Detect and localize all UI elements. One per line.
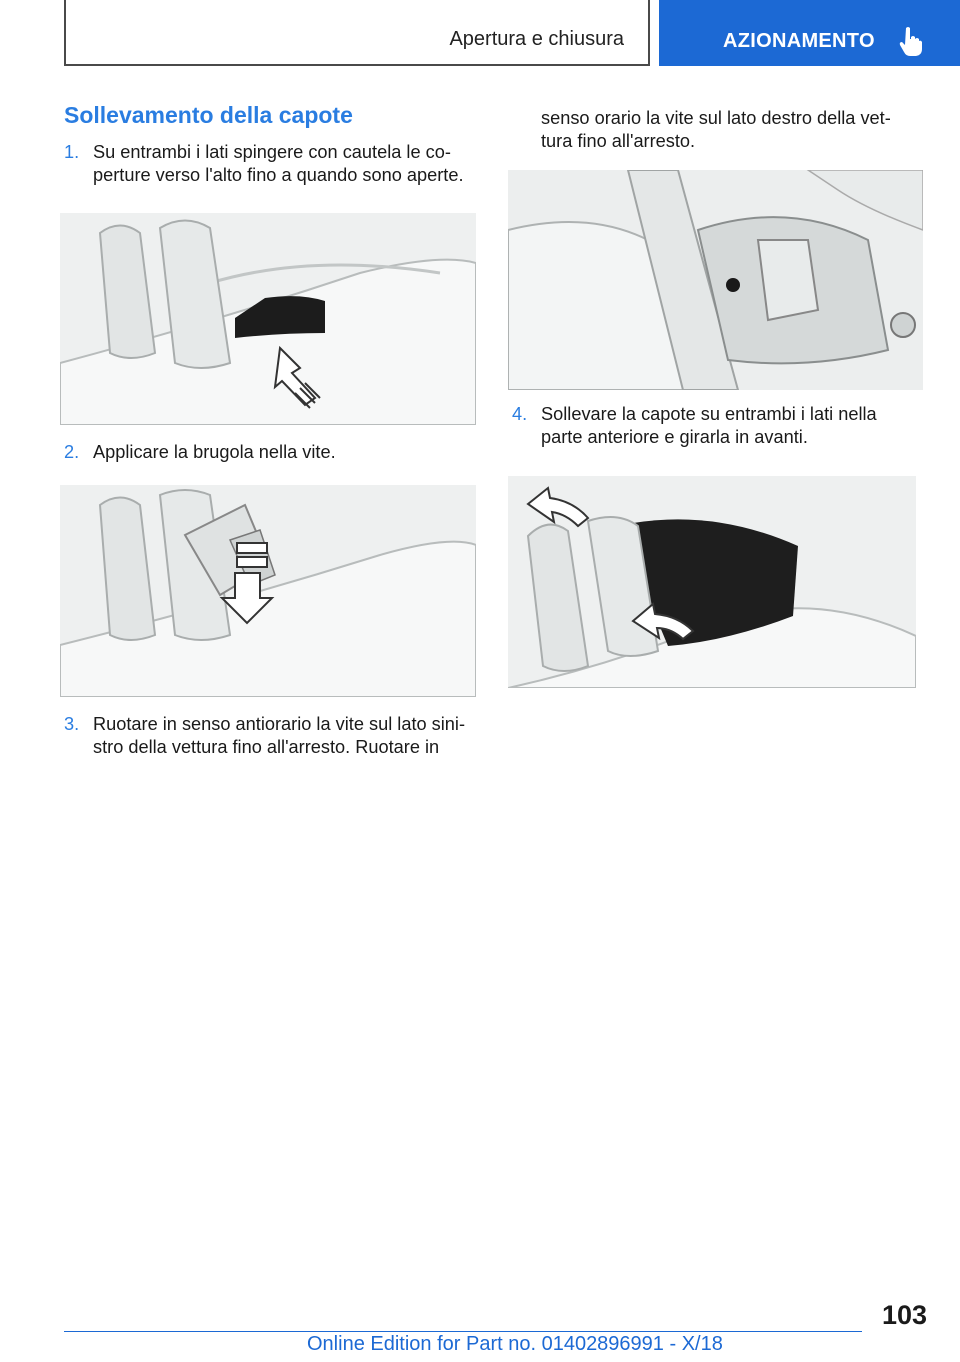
footer-divider [64,1331,862,1332]
step-text: Su entrambi i lati spingere con cautela le coperture verso l'alto fino a quando sono aperte. [93,142,464,185]
section-title: Apertura e chiusura [449,28,624,50]
step-number: 4. [512,404,528,424]
step-text: Applicare la brugola nella vite. [93,442,336,462]
step-text: Sollevare la capote su entrambi i lati nella parte anteriore e girarla in avanti. [541,404,877,447]
step-number: 3. [64,714,80,734]
step-text: Ruotare in senso antiorario la vite sul lato sinistro della vettura fino all'arresto. Ruotare in [93,714,466,757]
figure-screw-closeup [508,170,923,390]
step-3 [64,713,484,759]
pointing-hand-icon [899,26,923,56]
step-number: 2. [64,442,80,462]
step-4 [512,403,922,449]
step-number: 1. [64,142,80,162]
figure-lift-roof [508,476,916,688]
chapter-title: AZIONAMENTO [723,30,875,52]
step-1 [64,141,484,187]
footer-edition: Online Edition for Part no. 01402896991 - X/18 [307,1333,723,1355]
figure-hex-key [60,485,476,697]
figure-cover-flaps [60,213,476,425]
step-2 [64,441,484,464]
page-heading: Sollevamento della capote [64,102,353,128]
step-3-continued: senso orario la vite sul lato destro della vettura fino all'arresto. [541,108,891,151]
page-number: 103 [881,1300,927,1330]
chapter-tab[interactable] [659,0,960,66]
header-section-box [64,0,650,66]
